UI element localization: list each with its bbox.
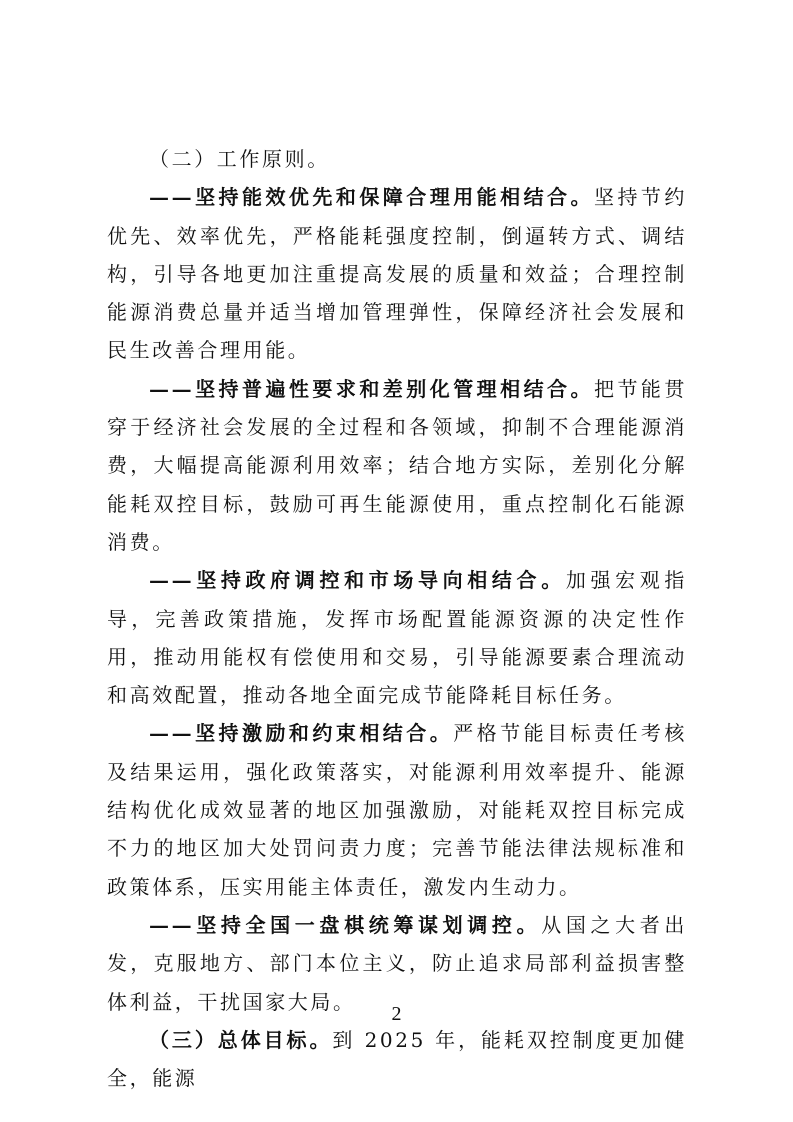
overall-goals-body: 到 2025 年，能耗双控制度更加健全，能源 xyxy=(107,1027,687,1091)
principle-paragraph-3 xyxy=(107,561,687,714)
principle-lead-5: ——坚持全国一盘棋统筹谋划调控。 xyxy=(149,912,542,937)
page-number: 2 xyxy=(391,1003,402,1025)
principle-body-4: 严格节能目标责任考核及结果运用，强化政策落实，对能源利用效率提升、能源结构优化成效显著的地区加强激励，对能耗双控目标完成不力的地区加大处罚问责力度；完善节能法律法规标准和政策体系，压实用能主体责任，激发内生动力。 xyxy=(107,721,687,899)
principle-lead-1: ——坚持能效优先和保障合理用能相结合。 xyxy=(149,185,594,210)
principle-body-2: 把节能贯穿于经济社会发展的全过程和各领域，抑制不合理能源消费，大幅提高能源利用效率；结合地方实际，差别化分解能耗双控目标，鼓励可再生能源使用，重点控制化石能源消费。 xyxy=(107,376,687,554)
principle-body-5: 从国之大者出发，克服地方、部门本位主义，防止追求局部利益损害整体利益，干扰国家大局。 xyxy=(107,912,687,1014)
principle-paragraph-2 xyxy=(107,370,687,561)
document-body xyxy=(107,140,687,1097)
principle-paragraph-1 xyxy=(107,178,687,369)
principle-lead-3: ——坚持政府调控和市场导向相结合。 xyxy=(149,568,566,593)
section-paragraph-overall-goals xyxy=(107,1021,687,1098)
section-heading-overall-goals: （三）总体目标。 xyxy=(149,1027,333,1052)
section-heading-work-principles: （二）工作原则。 xyxy=(149,147,330,171)
principle-lead-4: ——坚持激励和约束相结合。 xyxy=(149,721,454,746)
principle-paragraph-4 xyxy=(107,714,687,905)
principle-body-3: 加强宏观指导，完善政策措施，发挥市场配置能源资源的决定性作用，推动用能权有偿使用和交易，引导能源要素合理流动和高效配置，推动各地全面完成节能降耗目标任务。 xyxy=(107,568,688,708)
principle-body-1: 坚持节约优先、效率优先，严格能耗强度控制，倒逼转方式、调结构，引导各地更加注重提高发展的质量和效益；合理控制能源消费总量并适当增加管理弹性，保障经济社会发展和民生改善合理用能。 xyxy=(107,185,687,363)
principle-lead-2: ——坚持普遍性要求和差别化管理相结合。 xyxy=(149,376,594,401)
